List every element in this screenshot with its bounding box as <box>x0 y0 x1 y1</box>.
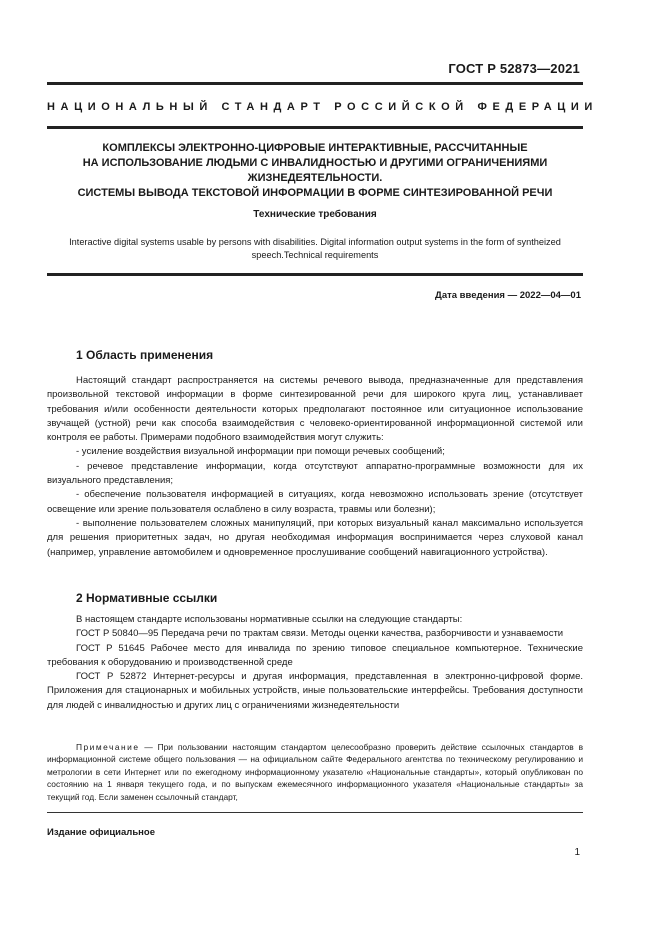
list-item: - речевое представление информации, когда отсутствуют аппаратно-программные возможности для их визуального представления; <box>47 460 583 487</box>
paragraph: Настоящий стандарт распространяется на системы речевого вывода, предназначенные для представления произвольной текстовой информации в форме синтезированной речи для широкого круга лиц, устанавливает требования и/или особенности деятельности которых предполагают постоянное или ситуационное использование звучащей (устной) речи как способа взаимодействия с человеко-ориентированной информационной системой или контроля ее работы. Примерами подобного взаимодействия могут служить: <box>47 375 583 444</box>
reference-item: ГОСТ Р 50840—95 Передача речи по трактам связи. Методы оценки качества, разборчивости и узнаваемости <box>76 628 564 640</box>
section-1-heading: 1 Область применения <box>76 348 214 362</box>
page-number: 1 <box>574 847 580 858</box>
note-text: — При пользовании настоящим стандартом целесообразно проверить действие ссылочных стандартов в информационной системе общего пользования — на официальном сайте Федерального агентства по техническому регулированию и метрологии в сети Интернет или по ежегодному информационному указателю «Национальные стандарты», который опубликован по состоянию на 1 января текущего года, и по выпускам ежемесячного информационного указателя «Национальные стандарты» за текущий год. Если заменен ссылочный стандарт, <box>47 742 584 802</box>
paragraph: В настоящем стандарте использованы нормативные ссылки на следующие стандарты: <box>76 614 463 625</box>
title-line: ЖИЗНЕДЕЯТЕЛЬНОСТИ. <box>247 172 383 184</box>
english-title <box>40 236 590 262</box>
note-label: Примечание <box>76 742 140 752</box>
gost-number: ГОСТ Р 52873—2021 <box>448 61 580 76</box>
official-edition: Издание официальное <box>47 827 155 838</box>
title-bottom-rule <box>47 273 583 276</box>
section-2-heading: 2 Нормативные ссылки <box>76 591 218 605</box>
document-title <box>47 141 583 201</box>
note <box>47 741 583 803</box>
banner-rule <box>47 126 583 129</box>
english-title-line: speech.Technical requirements <box>251 250 379 260</box>
list-item: - выполнение пользователем сложных манипуляций, при которых визуальный канал максимально используется для решения приоритетных задач, но другая необходимая информация воспринимается через слуховой канал (например, управление автомобилем и одновременное прослушивание сообщений навигационного устройства). <box>47 517 583 558</box>
list-item: - усиление воздействия визуальной информации при помощи речевых сообщений; <box>76 446 445 458</box>
title-line: СИСТЕМЫ ВЫВОДА ТЕКСТОВОЙ ИНФОРМАЦИИ В ФОРМЕ СИНТЕЗИРОВАННОЙ РЕЧИ <box>77 187 553 199</box>
intro-date: Дата введения — 2022—04—01 <box>435 290 581 301</box>
list-item: - обеспечение пользователя информацией в ситуациях, когда невозможно использовать зрение (отсутствует освещение или зрение пользователя ослаблено в силу возраста, травмы или болезни); <box>47 489 583 515</box>
section-2-body <box>47 613 583 713</box>
section-1-body <box>47 374 583 560</box>
reference-item: ГОСТ Р 51645 Рабочее место для инвалида по зрению типовое специальное компьютерное. Технические требования к оборудованию и производственной среде <box>47 642 583 668</box>
national-standard-banner: НАЦИОНАЛЬНЫЙ СТАНДАРТ РОССИЙСКОЙ ФЕДЕРАЦИИ <box>47 101 598 113</box>
document-subtitle: Технические требования <box>253 209 377 220</box>
top-rule <box>47 82 583 85</box>
english-title-line: Interactive digital systems usable by persons with disabilities. Digital information output systems in the form of syntheized <box>69 237 561 247</box>
title-line: КОМПЛЕКСЫ ЭЛЕКТРОННО-ЦИФРОВЫЕ ИНТЕРАКТИВНЫЕ, РАССЧИТАННЫЕ <box>102 142 528 154</box>
reference-item: ГОСТ Р 52872 Интернет-ресурсы и другая информация, представленная в электронно-цифровой форме. Приложения для стационарных и мобильных устройств, иные пользовательские интерфейсы. Требования доступности для людей с инвалидностью и других лиц с ограничениями жизнедеятельности <box>47 671 583 711</box>
footer-rule <box>47 812 583 813</box>
title-line: НА ИСПОЛЬЗОВАНИЕ ЛЮДЬМИ С ИНВАЛИДНОСТЬЮ И ДРУГИМИ ОГРАНИЧЕНИЯМИ <box>82 157 548 169</box>
